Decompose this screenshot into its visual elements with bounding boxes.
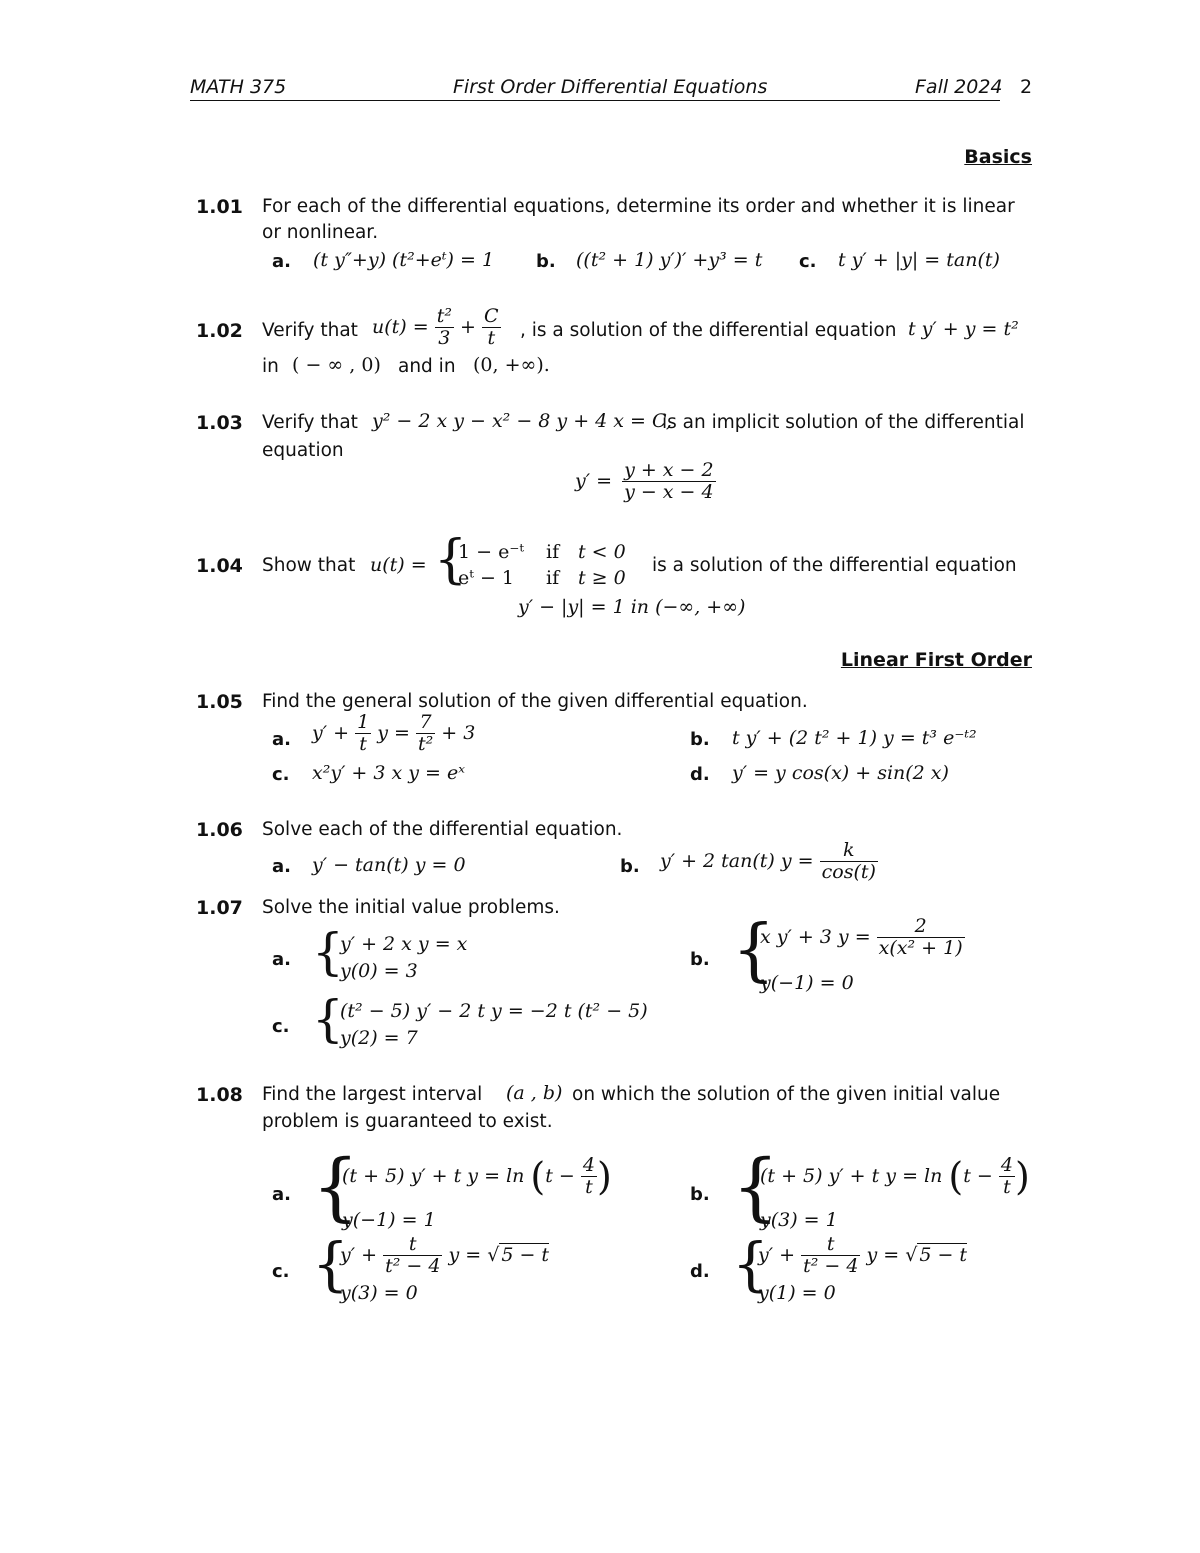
fraction [383,1234,442,1277]
problem-number: 1.05 [196,691,243,713]
part-label: a. [272,729,291,750]
expression-lhs: y′ = [575,469,613,492]
problem-text: For each of the differential equations, determine its order and whether it is linear [262,196,1015,217]
header-term: Fall 2024 [915,76,1003,98]
fraction-denominator: x(x² + 1) [878,936,963,959]
fraction [435,306,454,349]
left-brace: { [732,1230,769,1298]
expression-part: (t + 5) y′ + t y = ln [342,1164,525,1187]
part-label: c. [272,1016,290,1037]
equation: t y′ + y = t² [908,318,1019,340]
problem-text: and in [398,356,456,377]
problem-text: Verify that [262,412,358,433]
equation: t y′ + |y| = tan(t) [838,249,1000,271]
fraction-denominator: t² − 4 [803,1254,859,1277]
fraction-numerator: 4 [582,1154,595,1176]
fraction [820,840,878,883]
equation [660,840,878,883]
equation [760,1155,1030,1198]
case-condition: t < 0 [578,541,626,563]
problem-text: Show that [262,555,356,576]
part-label: d. [690,1261,710,1282]
expression-part: y = [448,1243,482,1266]
problem-text: Solve each of the differential equation. [262,819,623,840]
equation [312,712,475,755]
part-label: a. [272,949,291,970]
problem-text: Find the largest interval [262,1084,483,1105]
expression-part: (t + 5) y′ + t y = ln [760,1164,943,1187]
initial-condition: y(0) = 3 [340,960,418,982]
equation: y′ + 2 x y = x [340,933,468,955]
fraction-numerator: C [484,305,499,327]
fraction [355,712,371,755]
fraction-numerator: 2 [914,915,927,937]
fraction [877,916,965,959]
part-label: b. [690,1184,710,1205]
fraction-numerator: y + x − 2 [624,459,714,481]
part-label: b. [690,949,710,970]
case-expression: eᵗ − 1 [458,567,515,589]
fraction [482,306,501,349]
fraction-numerator: 4 [1000,1154,1013,1176]
expression-part: y′ + [340,1243,378,1266]
fraction-denominator: 3 [435,327,454,349]
problem-text: is a solution of the differential equation [652,555,1017,576]
initial-condition: y(2) = 7 [340,1027,418,1049]
left-brace: { [312,923,344,981]
case-if: if [546,541,560,563]
fraction-numerator: k [843,839,855,861]
left-brace: { [732,1144,780,1230]
fraction-numerator: t [826,1233,835,1255]
expression-part: y′ + [758,1243,796,1266]
equation: (t y″+y) (t²+eᵗ) = 1 [313,249,495,271]
fraction [416,712,435,755]
fraction [581,1155,597,1198]
part-label: c. [272,764,290,785]
problem-text: problem is guaranteed to exist. [262,1111,553,1132]
fraction-numerator: t [408,1233,417,1255]
expression-part: t − [963,1164,993,1187]
equation [760,916,965,959]
part-label: b. [536,251,556,272]
equation: y′ − |y| = 1 in (−∞, +∞) [518,596,746,618]
fraction-numerator: 7 [419,711,432,733]
sqrt-sign: √ [487,1243,500,1266]
problem-number: 1.07 [196,897,243,919]
fraction-denominator: t [482,327,501,349]
problem-number: 1.04 [196,555,243,577]
equation: y′ − tan(t) y = 0 [312,854,466,876]
equation: ((t² + 1) y′)′ +y³ = t [576,249,763,271]
header-rule [190,100,1000,101]
fraction [618,460,720,503]
display-equation [575,460,720,503]
fraction [999,1155,1015,1198]
interval: (0, +∞). [473,354,550,376]
part-label: a. [272,1184,291,1205]
problem-number: 1.01 [196,196,243,218]
fraction-denominator: t² [417,732,434,755]
radicand: 5 − t [919,1243,968,1266]
expression-part: t − [545,1164,575,1187]
fraction-denominator: t [355,733,371,755]
expression-part: y = [866,1243,900,1266]
case-expression: 1 − e⁻ᵗ [458,541,525,563]
left-brace: { [312,1144,360,1230]
problem-text: , is a solution of the differential equation [520,320,897,341]
part-label: b. [690,729,710,750]
fraction-numerator: 1 [357,711,370,733]
expression-lhs: u(t) = [370,554,427,576]
part-label: c. [272,1261,290,1282]
part-label: c. [799,251,817,272]
problem-text: or nonlinear. [262,222,379,243]
expression-part: x y′ + 3 y = [760,925,871,948]
problem-text: Solve the initial value problems. [262,897,560,918]
left-brace: { [312,1230,349,1298]
initial-condition: y(3) = 1 [760,1209,838,1231]
equation: y′ = y cos(x) + sin(2 x) [732,762,949,784]
expression-part: y′ + 2 tan(t) y = [660,849,814,872]
left-brace: { [434,530,468,590]
fraction-denominator: t² − 4 [385,1254,441,1277]
initial-condition: y(1) = 0 [758,1282,836,1304]
header-page-number: 2 [1020,76,1033,98]
section-linear-first-order: Linear First Order [840,649,1032,671]
expression-lhs: u(t) = [372,315,429,338]
expression-part: y = [377,721,410,744]
header-title: First Order Differential Equations [453,76,768,98]
equation [758,1234,967,1277]
section-basics: Basics [964,146,1032,168]
paren: ( [948,1154,964,1199]
fraction [801,1234,860,1277]
problem-number: 1.08 [196,1084,243,1106]
initial-condition: y(−1) = 1 [342,1209,436,1231]
fraction-denominator: cos(t) [821,860,876,883]
problem-text: Find the general solution of the given differential equation. [262,691,808,712]
fraction-numerator: t² [436,305,452,327]
paren: ) [1014,1154,1030,1199]
case-condition: t ≥ 0 [578,567,626,589]
initial-condition: y(−1) = 0 [760,972,854,994]
equation: x²y′ + 3 x y = eˣ [312,762,465,784]
problem-text: equation [262,440,344,461]
radicand: 5 − t [501,1243,550,1266]
left-brace: { [312,990,344,1048]
left-brace: { [732,911,776,990]
equation: t y′ + (2 t² + 1) y = t³ e⁻ᵗ² [732,727,977,749]
equation [340,1234,549,1277]
problem-text: is an implicit solution of the differential [662,412,1025,433]
solution-expression: u(t) = $\frac{\text{t²}}{3}$ + $\frac{C}{t}$ [372,305,499,349]
header-course: MATH 375 [190,76,287,98]
problem-text: in [262,356,279,377]
part-label: d. [690,764,710,785]
fraction-denominator: y − x − 4 [624,480,714,503]
problem-number: 1.02 [196,320,243,342]
expression-part: + 3 [441,721,476,744]
interval: (a , b) [506,1082,563,1104]
fraction-denominator: t [999,1176,1015,1198]
paren: ( [530,1154,546,1199]
fraction-denominator: t [581,1176,597,1198]
problem-text: on which the solution of the given initial value [572,1084,1001,1105]
interval: ( − ∞ , 0) [292,354,381,376]
problem-number: 1.06 [196,819,243,841]
part-label: b. [620,856,640,877]
problem-text: Verify that [262,320,358,341]
equation: y² − 2 x y − x² − 8 y + 4 x = C, [372,410,672,432]
sqrt-sign: √ [905,1243,918,1266]
problem-number: 1.03 [196,412,243,434]
initial-condition: y(3) = 0 [340,1282,418,1304]
expression-part: y′ + [312,721,350,744]
part-label: a. [272,856,291,877]
equation: (t² − 5) y′ − 2 t y = −2 t (t² − 5) [340,1000,648,1022]
case-if: if [546,567,560,589]
paren: ) [596,1154,612,1199]
part-label: a. [272,251,291,272]
equation [342,1155,612,1198]
